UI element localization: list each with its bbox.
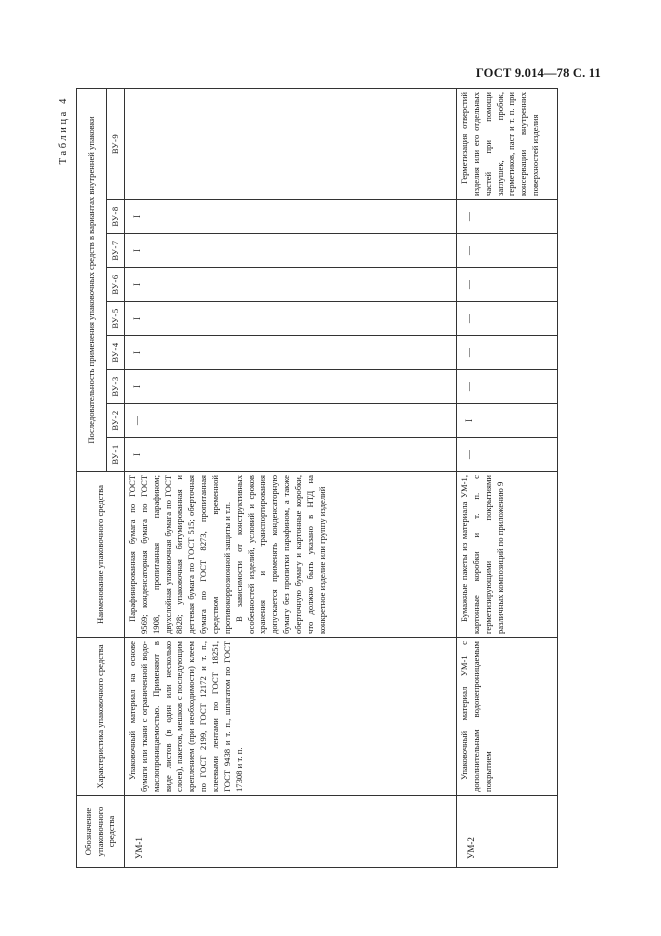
row-characteristic: Упаковочный материал УМ-1 с дополнительным водонепроницаемым покрытием — [457, 638, 558, 796]
mark-vu-1: — — [457, 438, 558, 472]
header-vu-1: ВУ-1 — [107, 438, 125, 472]
mark-vu-8: — — [457, 200, 558, 234]
row-code: УМ-1 — [125, 796, 457, 868]
mark-vu-8: I — [125, 200, 457, 234]
mark-vu-6: — — [457, 268, 558, 302]
mark-vu-5: I — [125, 302, 457, 336]
header-name: Наименование упаковочного средства — [77, 472, 125, 638]
mark-vu-9 — [125, 89, 457, 200]
mark-vu-6: I — [125, 268, 457, 302]
mark-vu-3: I — [125, 370, 457, 404]
header-vu-9: ВУ-9 — [107, 89, 125, 200]
mark-vu-1: I — [125, 438, 457, 472]
row-name — [457, 472, 558, 638]
table-row — [125, 89, 457, 868]
row-name — [125, 472, 457, 638]
mark-vu-4: — — [457, 336, 558, 370]
header-vu-5: ВУ-5 — [107, 302, 125, 336]
name-paragraph: Парафинированная бумага по ГОСТ 9569; конденсаторная бумага по ГОСТ 1908, пропитанная парафином; двухслойная упаковочная бумага по ГОСТ 8828; упаковочная битумированная и дегтевая бумага по ГОСТ 515; оберточная бумага по ГОСТ 8273, пропитанная средством временной противокоррозионной защиты и т.п. — [127, 475, 232, 634]
mark-vu-5: — — [457, 302, 558, 336]
header-vu-6: ВУ-6 — [107, 268, 125, 302]
header-vu-8: ВУ-8 — [107, 200, 125, 234]
mark-vu-2: — — [125, 404, 457, 438]
mark-vu-9: Герметизация отверстий изделия или его отдельных частей при помощи заглушек, пробок, герметиков, паст и т. п. при консервации внутренних поверхностей изделия — [457, 89, 558, 200]
mark-vu-7: — — [457, 234, 558, 268]
row-characteristic: Упаковочный материал на основе бумаги или ткани с ограниченной водо-маслопроницаемостью. Применяют в виде листов (в один или несколько слоев), пакетов, мешков с последующим креплением (при необходимости) клеем по ГОСТ 2199, ГОСТ 12172 и т. п., клеевыми лентами по ГОСТ 18251, ГОСТ 9438 и т. п., шпагатом по ГОСТ 17308 и т. п. — [125, 638, 457, 796]
table-row — [457, 89, 558, 868]
page-header: ГОСТ 9.014—78 С. 11 — [475, 66, 601, 80]
name-paragraph: В зависимости от конструктивных особенностей изделий, условий и сроков хранения и транспортирования допускается применять конденсаторную бумагу без пропитки парафином, а также оберточную бумагу и картонные коробки, что должно быть указано в НТД на конкретное изделие или группу изделий — [233, 475, 327, 634]
header-vu-4: ВУ-4 — [107, 336, 125, 370]
header-vu-3: ВУ-3 — [107, 370, 125, 404]
header-characteristic: Характеристика упаковочного средства — [77, 638, 125, 796]
mark-vu-4: I — [125, 336, 457, 370]
header-designation: Обозначение упаковочного средства — [77, 796, 125, 868]
packaging-table — [76, 88, 558, 868]
header-vu-7: ВУ-7 — [107, 234, 125, 268]
mark-vu-7: I — [125, 234, 457, 268]
header-vu-2: ВУ-2 — [107, 404, 125, 438]
row-code: УМ-2 — [457, 796, 558, 868]
mark-vu-2: I — [457, 404, 558, 438]
header-sequence-group: Последовательность применения упаковочных средств в вариантах внутренней упаковки — [77, 89, 107, 472]
table-caption: Таблица 4 — [58, 96, 69, 165]
mark-vu-3: — — [457, 370, 558, 404]
name-paragraph: Бумажные пакеты из материала УМ-1, картонные коробки и т. п. с герметизирующими покрытиями различных композиций по приложению 9 — [459, 475, 505, 634]
rotated-table-area — [58, 88, 558, 868]
